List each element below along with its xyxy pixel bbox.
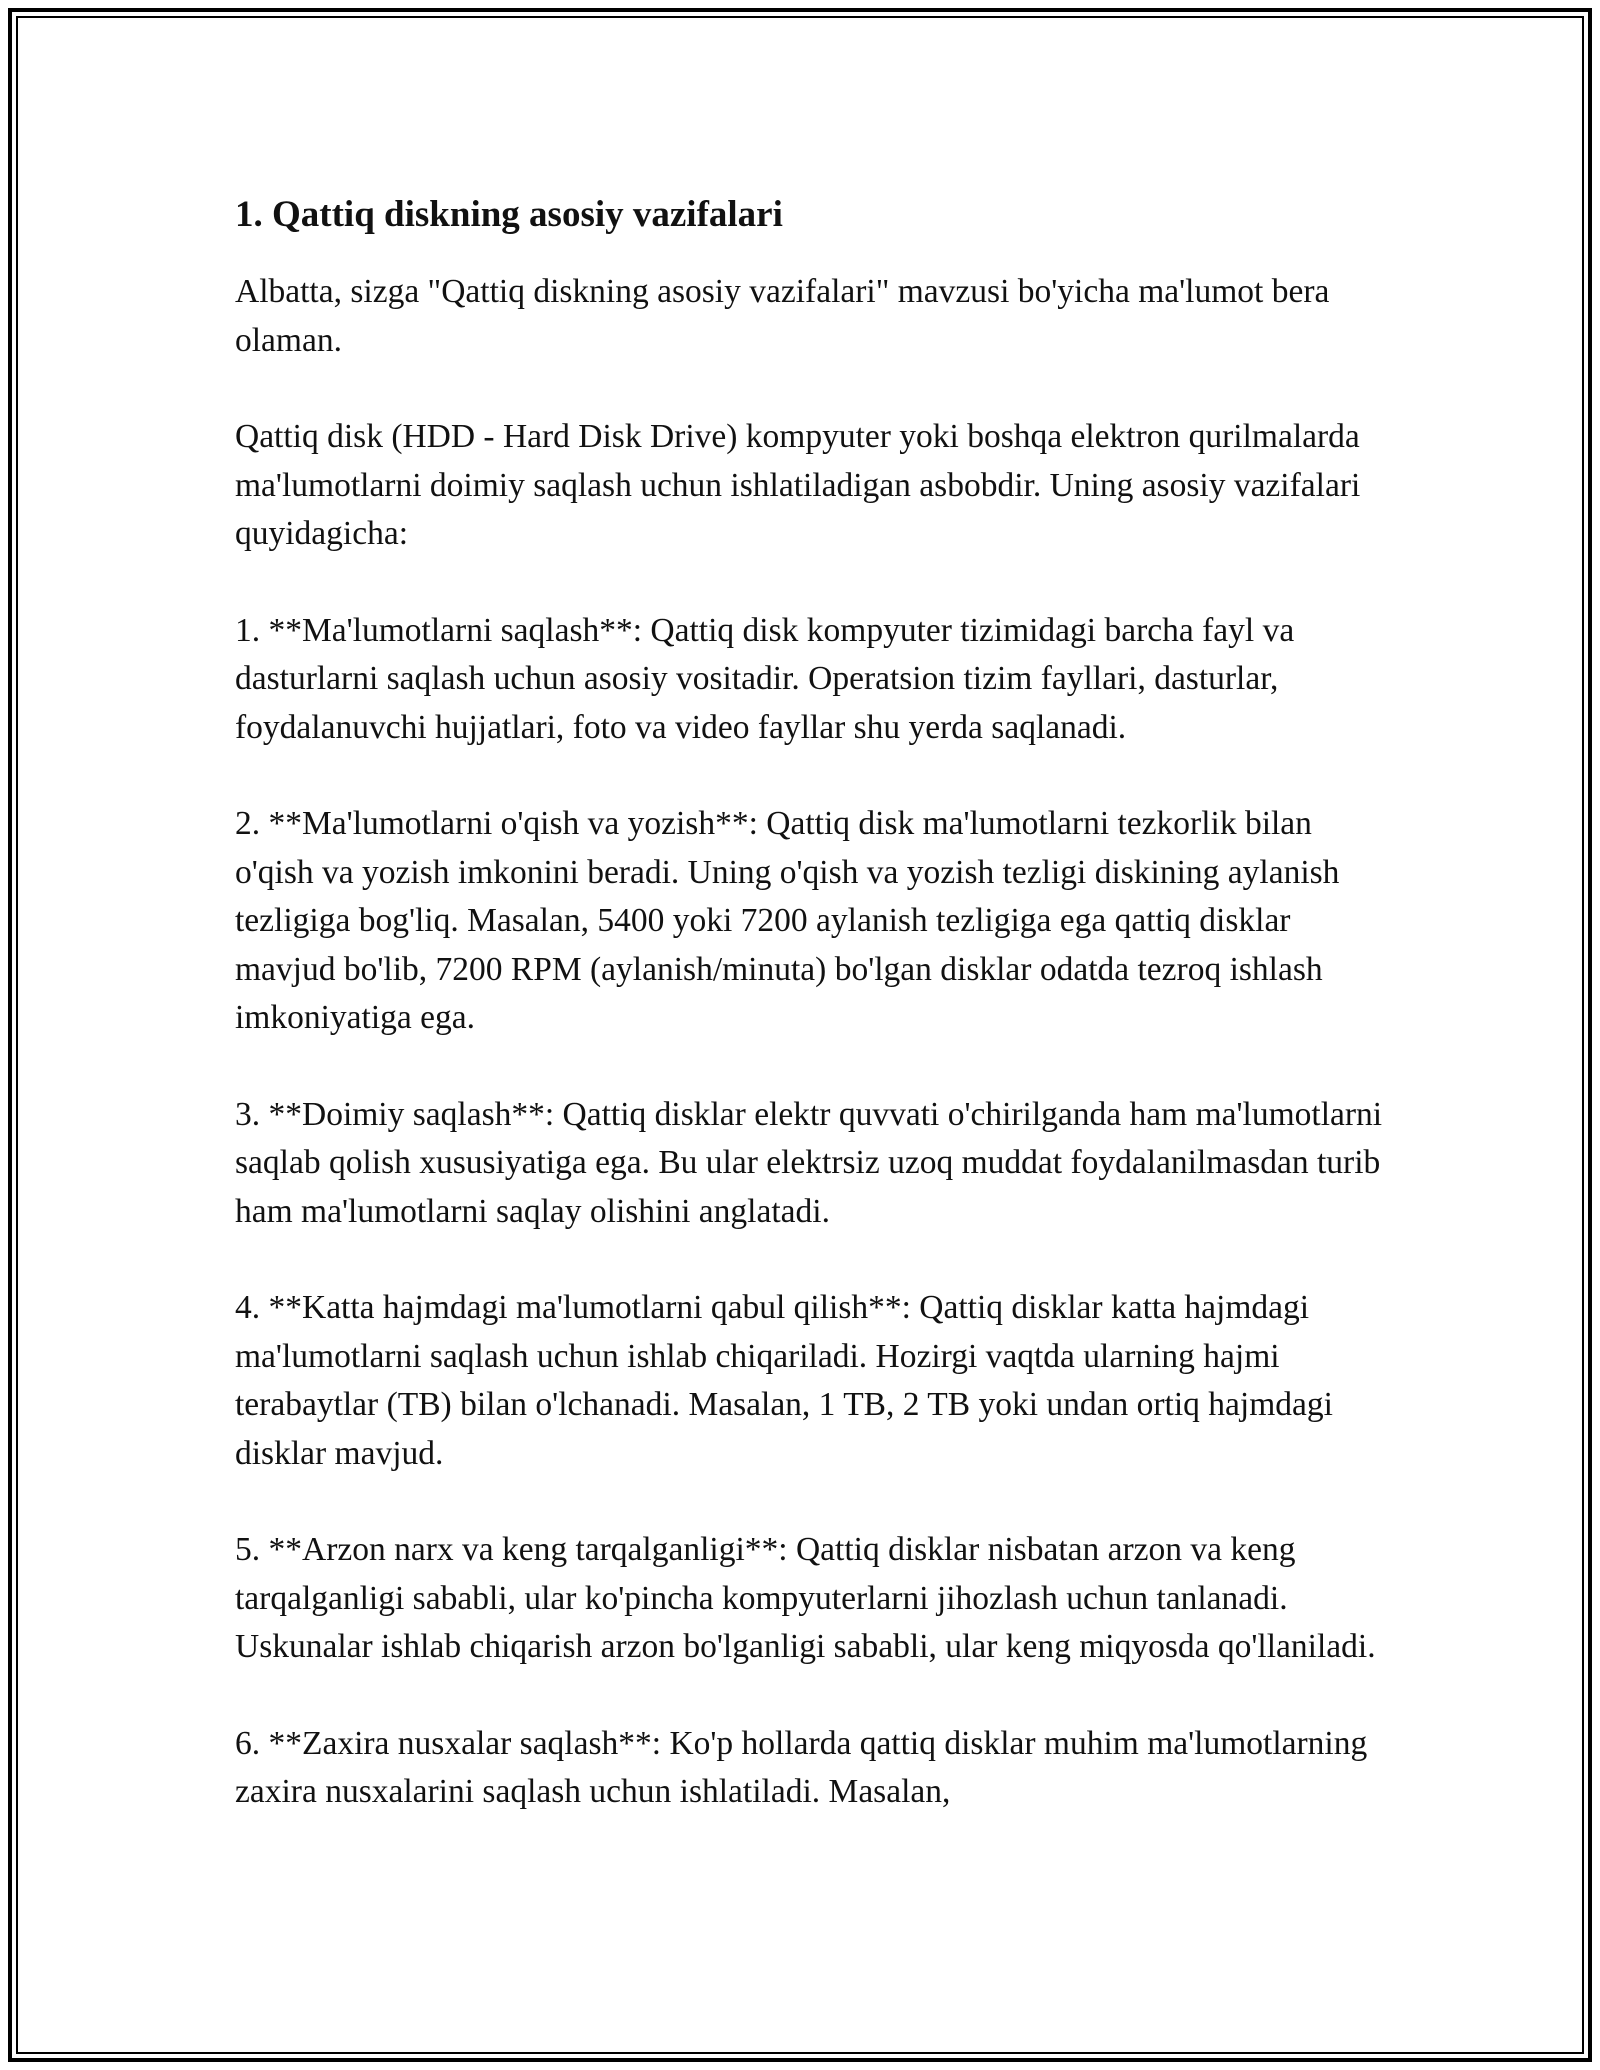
paragraph-definition: Qattiq disk (HDD - Hard Disk Drive) kompyuter yoki boshqa elektron qurilmalarda ma'lumotlarni doimiy saqlash uchun ishlatiladigan asbobdir. Uning asosiy vazifalari quyidagicha: — [235, 418, 1361, 552]
document-title: 1. Qattiq diskning asosiy vazifalari — [235, 194, 783, 235]
document-body — [235, 186, 1385, 1817]
list-item-persistent: 3. **Doimiy saqlash**: Qattiq disklar elektr quvvati o'chirilganda ham ma'lumotlarni saqlab qolish xususiyatiga ega. Bu ular elektrsiz uzoq muddat foydalanilmasdan turib ham ma'lumotlarni saqlay olishini anglatadi. — [235, 1095, 1383, 1230]
list-item-capacity: 4. **Katta hajmdagi ma'lumotlarni qabul qilish**: Qattiq disklar katta hajmdagi ma'lumotlarni saqlash uchun ishlab chiqariladi. Hozirgi vaqtda ularning hajmi terabaytlar (TB) bilan o'lchanadi. Masalan, 1 TB, 2 TB yoki undan ortiq hajmdagi disklar mavjud. — [235, 1289, 1333, 1472]
list-item-cost: 5. **Arzon narx va keng tarqalganligi**: Qattiq disklar nisbatan arzon va keng tarqalganligi sababli, ular ko'pincha kompyuterlarni jihozlash uchun tanlanadi. Uskunalar ishlab chiqarish arzon bo'lganligi sababli, ular keng miqyosda qo'llaniladi. — [235, 1531, 1376, 1665]
list-item-storage: 1. **Ma'lumotlarni saqlash**: Qattiq disk kompyuter tizimidagi barcha fayl va dasturlarni saqlash uchun asosiy vositadir. Operatsion tizim fayllari, dasturlar, foydalanuvchi hujjatlari, foto va video fayllar shu yerda saqlanadi. — [235, 611, 1295, 746]
list-item-read-write: 2. **Ma'lumotlarni o'qish va yozish**: Qattiq disk ma'lumotlarni tezkorlik bilan o'qish va yozish imkonini beradi. Uning o'qish va yozish tezligi diskining aylanish tezligiga bog'liq. Masalan, 5400 yoki 7200 aylanish tezligiga ega qattiq disklar mavjud bo'lib, 7200 RPM (aylanish/minuta) bo'lgan disklar odatda tezroq ishlash imkoniyatiga ega. — [235, 805, 1340, 1036]
paragraph-intro: Albatta, sizga "Qattiq diskning asosiy vazifalari" mavzusi bo'yicha ma'lumot bera olaman. — [235, 273, 1330, 359]
list-item-backup: 6. **Zaxira nusxalar saqlash**: Ko'p hollarda qattiq disklar muhim ma'lumotlarning zaxira nusxalarini saqlash uchun ishlatiladi. Masalan, — [235, 1724, 1368, 1810]
